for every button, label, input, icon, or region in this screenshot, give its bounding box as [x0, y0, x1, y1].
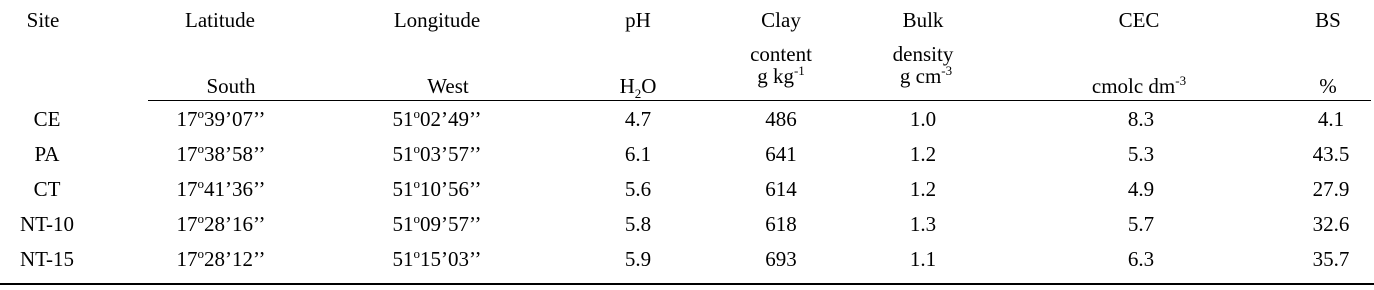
header-latitude-unit: South: [206, 74, 256, 98]
header-ph-unit: $H_2O$: [619, 74, 657, 101]
cell-clay: 641: [765, 142, 797, 166]
cell-latitude: 17$^o$28’16’’: [176, 211, 266, 236]
cell-ph: 6.1: [624, 142, 652, 166]
cell-cec: 5.3: [1127, 142, 1155, 166]
header-rule: [148, 100, 1371, 101]
header-cec-unit: cmolc $dm^{-3}$: [1091, 73, 1187, 98]
cell-site: PA: [34, 142, 60, 166]
header-bulk-line1: Bulk: [902, 8, 944, 32]
header-clay-unit: g $kg^{-1}$: [757, 63, 805, 88]
cell-longitude: 51$^o$09’57’’: [392, 211, 482, 236]
cell-longitude: 51$^o$15’03’’: [392, 246, 482, 271]
cell-bulk: 1.1: [909, 247, 937, 271]
cell-ph: 4.7: [624, 107, 652, 131]
header-bulk-unit: g $cm^{-3}$: [899, 63, 953, 88]
header-site: Site: [26, 8, 60, 32]
cell-site: CE: [33, 107, 61, 131]
cell-cec: 5.7: [1127, 212, 1155, 236]
cell-clay: 618: [765, 212, 797, 236]
cell-bs: 32.6: [1312, 212, 1350, 236]
cell-latitude: 17$^o$28’12’’: [176, 246, 266, 271]
cell-longitude: 51$^o$02’49’’: [392, 106, 482, 131]
cell-longitude: 51$^o$10’56’’: [392, 176, 482, 201]
cell-bulk: 1.2: [909, 177, 937, 201]
cell-longitude: 51$^o$03’57’’: [392, 141, 482, 166]
cell-clay: 486: [765, 107, 797, 131]
header-bs-unit: %: [1319, 74, 1337, 98]
cell-clay: 693: [765, 247, 797, 271]
header-bulk-line2: density: [892, 42, 954, 66]
cell-latitude: 17$^o$39’07’’: [176, 106, 266, 131]
cell-latitude: 17$^o$38’58’’: [176, 141, 266, 166]
header-longitude-unit: West: [427, 74, 469, 98]
cell-ph: 5.9: [624, 247, 652, 271]
cell-bs: 35.7: [1312, 247, 1350, 271]
cell-bs: 27.9: [1312, 177, 1350, 201]
cell-bulk: 1.0: [909, 107, 937, 131]
cell-clay: 614: [765, 177, 797, 201]
header-bs: BS: [1315, 8, 1341, 32]
bottom-rule: [0, 283, 1374, 285]
cell-bulk: 1.2: [909, 142, 937, 166]
cell-ph: 5.6: [624, 177, 652, 201]
header-clay-line2: content: [750, 42, 812, 66]
header-longitude: Longitude: [393, 8, 481, 32]
cell-site: NT-10: [19, 212, 75, 236]
cell-ph: 5.8: [624, 212, 652, 236]
cell-site: NT-15: [19, 247, 75, 271]
cell-cec: 6.3: [1127, 247, 1155, 271]
header-latitude: Latitude: [185, 8, 255, 32]
cell-cec: 8.3: [1127, 107, 1155, 131]
header-clay-line1: Clay: [761, 8, 801, 32]
cell-site: CT: [33, 177, 61, 201]
cell-bs: 4.1: [1317, 107, 1345, 131]
cell-bulk: 1.3: [909, 212, 937, 236]
cell-cec: 4.9: [1127, 177, 1155, 201]
cell-latitude: 17$^o$41’36’’: [176, 176, 266, 201]
header-cec: CEC: [1118, 8, 1160, 32]
header-ph: pH: [625, 8, 651, 32]
cell-bs: 43.5: [1312, 142, 1350, 166]
